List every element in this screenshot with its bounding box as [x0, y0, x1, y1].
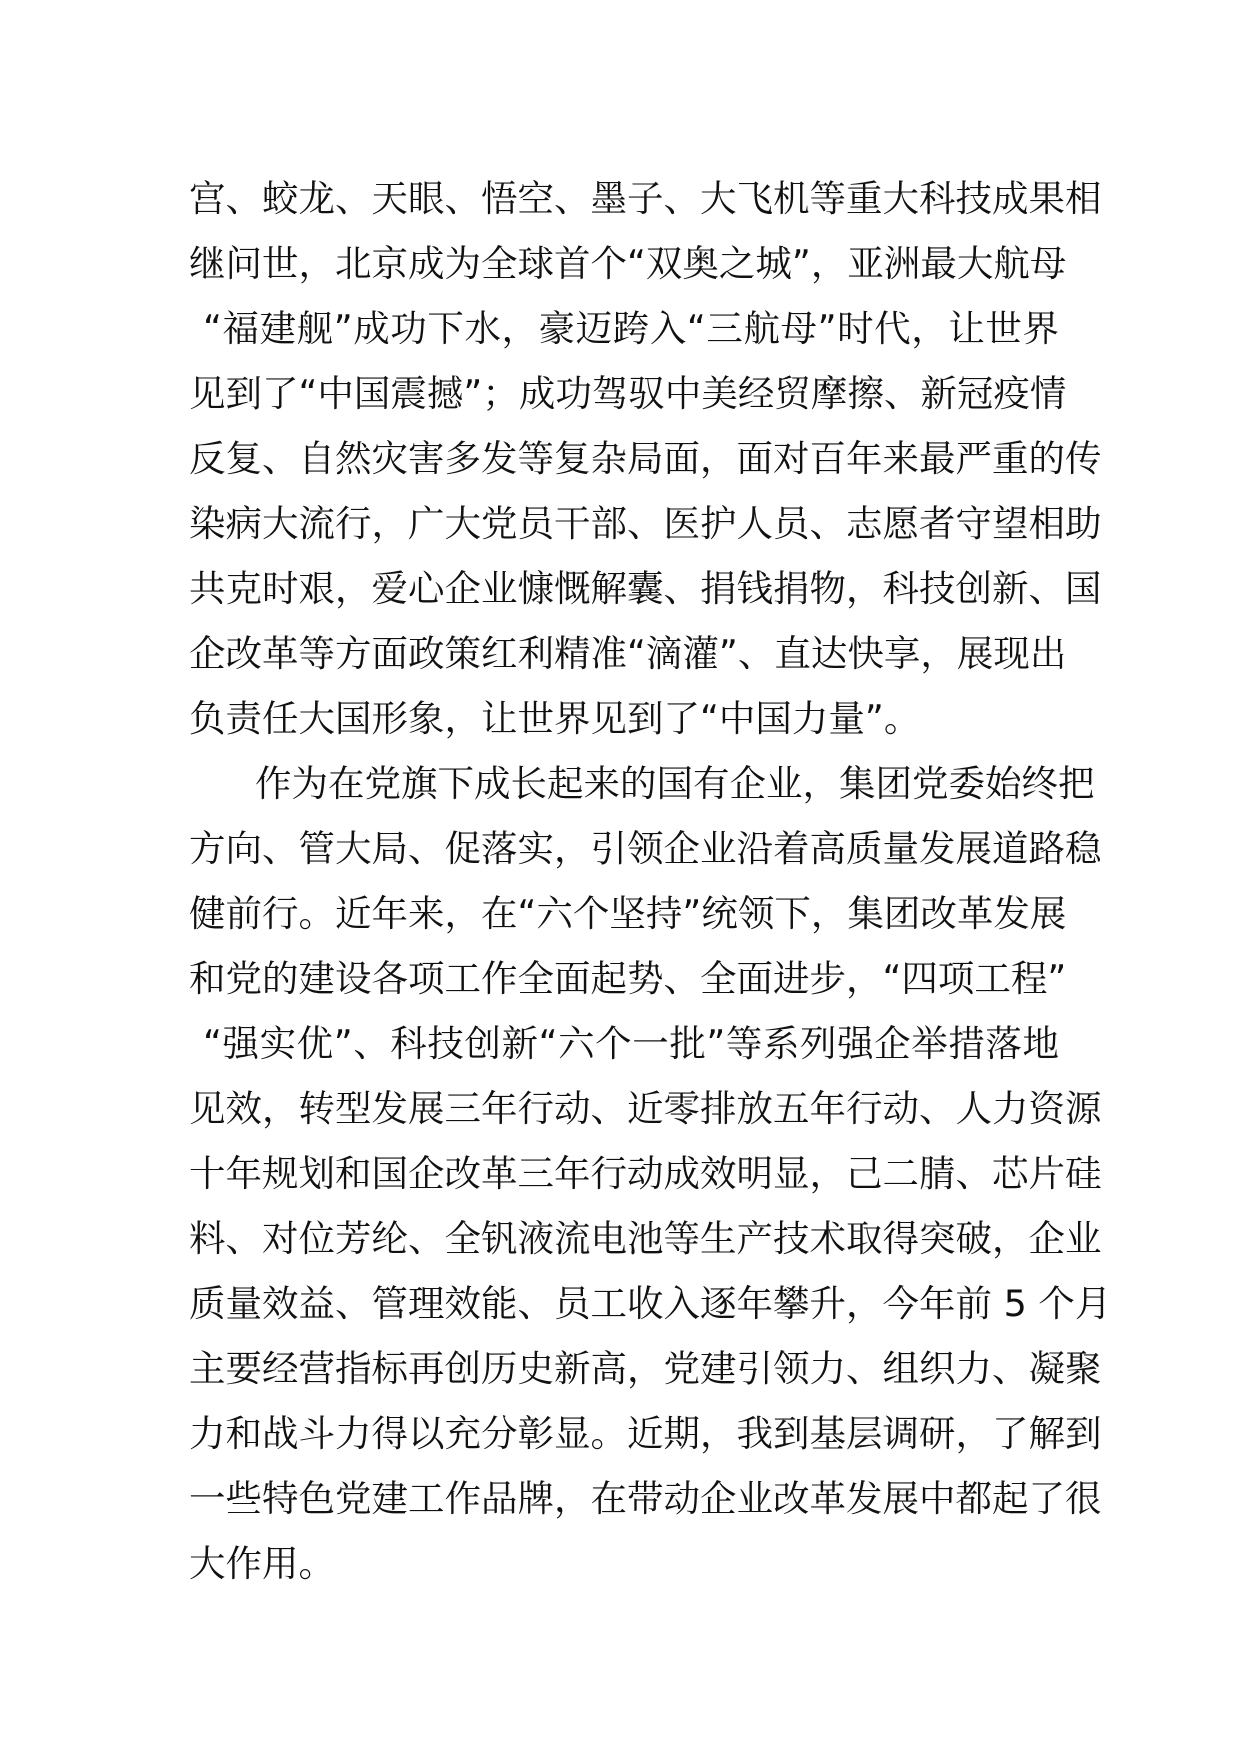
text-line: 染病大流行，广大党员干部、医护人员、志愿者守望相助: [189, 502, 1102, 545]
text-line: 健前行。近年来，在“六个坚持”统领下，集团改革发展: [189, 892, 1067, 935]
text-line: 料、对位芳纶、全钒液流电池等生产技术取得突破，企业: [189, 1217, 1102, 1260]
text-line: 质量效益、管理效能、员工收入逐年攀升，今年前 5 个月: [189, 1282, 1112, 1325]
text-line: 主要经营指标再创历史新高，党建引领力、组织力、凝聚: [189, 1347, 1102, 1390]
text-line: 宫、蛟龙、天眼、悟空、墨子、大飞机等重大科技成果相: [189, 177, 1102, 220]
text-line: 和党的建设各项工作全面起势、全面进步，“四项工程”: [189, 957, 1067, 1000]
text-line: 负责任大国形象，让世界见到了“中国力量”。: [189, 697, 921, 740]
text-line: 十年规划和国企改革三年行动成效明显，己二腈、芯片硅: [189, 1152, 1102, 1195]
text-line: 见到了“中国震撼”；成功驾驭中美经贸摩擦、新冠疫情: [189, 372, 1067, 415]
paragraph-1: [189, 166, 1102, 751]
text-line: 反复、自然灾害多发等复杂局面，面对百年来最严重的传: [189, 437, 1102, 480]
paragraph-2: [189, 751, 1112, 1596]
text-line: 一些特色党建工作品牌，在带动企业改革发展中都起了很: [189, 1477, 1102, 1520]
text-line: 方向、管大局、促落实，引领企业沿着高质量发展道路稳: [189, 827, 1102, 870]
text-line: 见效，转型发展三年行动、近零排放五年行动、人力资源: [189, 1087, 1102, 1130]
text-line: “福建舰”成功下水，豪迈跨入“三航母”时代，让世界: [203, 307, 1059, 350]
text-line: 共克时艰，爱心企业慷慨解囊、捐钱捐物，科技创新、国: [189, 567, 1102, 610]
text-line: “强实优”、科技创新“六个一批”等系列强企举措落地: [203, 1022, 1059, 1065]
text-line: 力和战斗力得以充分彰显。近期，我到基层调研，了解到: [189, 1412, 1102, 1455]
text-line: 大作用。: [189, 1542, 335, 1585]
text-line: 企改革等方面政策红利精准“滴灌”、直达快享，展现出: [189, 632, 1067, 675]
text-line: 继问世，北京成为全球首个“双奥之城”，亚洲最大航母: [189, 242, 1067, 285]
text-line: 作为在党旗下成长起来的国有企业，集团党委始终把: [255, 762, 1095, 805]
document-body: [189, 166, 1112, 1596]
